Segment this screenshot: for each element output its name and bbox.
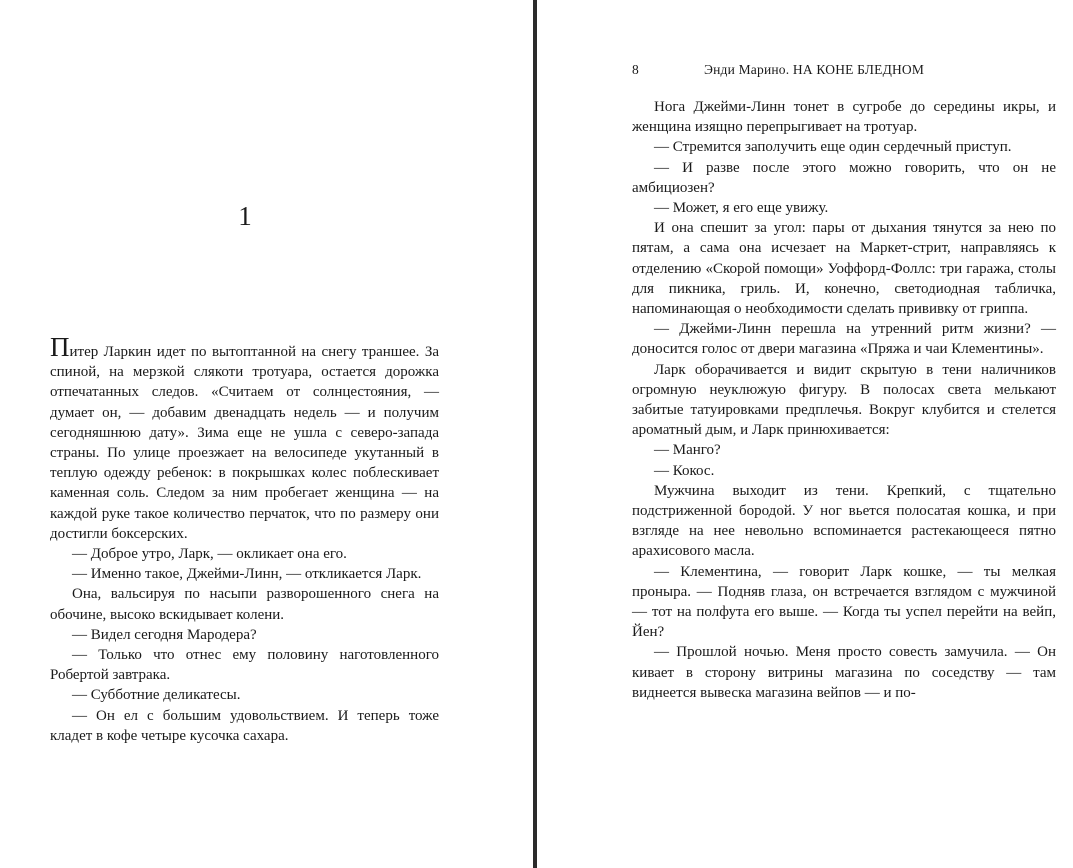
- first-paragraph-text: итер Ларкин идет по вытоптанной на снегу траншее. За спиной, на мерзкой слякоти тротуара, остается дорожка отпечатанных следов. «Считаем от солнцестояния, — думает он, — добавим двенадцать недель — и получим сегодняшнюю дату». Зима еще не ушла с северо-запада страны. По улице проезжает на велосипеде укутанный в теплую одежду ребенок: в покрышках колес поблескивает каменная соль. Следом за ним пробегает женщина — на каждой руке такое количество перчаток, что по размеру они достигли боксерских.: [50, 344, 439, 542]
- paragraph: — Именно такое, Джейми-Линн, — откликается Ларк.: [72, 566, 422, 583]
- paragraph: — Доброе утро, Ларк, — окликает она его.: [72, 546, 347, 563]
- paragraph: Мужчина выходит из тени. Крепкий, с тщательно подстриженной бородой. У ног вьется полосатая кошка, и при взгляде на нее невольно вспоминается растекающееся пятно арахисового масла.: [632, 482, 1056, 560]
- chapter-number: 1: [238, 201, 252, 231]
- paragraph: — Манго?: [654, 442, 721, 459]
- paragraph: — Прошлой ночью. Меня просто совесть замучила. — Он кивает в сторону витрины магазина по соседству — там виднеется вывеска магазина вейпов — и по-: [632, 644, 1056, 701]
- left-page: [0, 0, 533, 868]
- paragraph: Она, вальсируя по насыпи разворошенного снега на обочине, высоко вскидывает колени.: [50, 586, 439, 623]
- paragraph: — Стремится заполучить еще один сердечный приступ.: [654, 139, 1012, 156]
- paragraph: — И разве после этого можно говорить, что он не амбициозен?: [632, 159, 1056, 196]
- paragraph: — Субботние деликатесы.: [72, 687, 241, 704]
- drop-cap: П: [50, 332, 70, 362]
- paragraph: — Он ел с большим удовольствием. И теперь тоже кладет в кофе четыре кусочка сахара.: [50, 707, 439, 744]
- right-page-text: [632, 97, 1056, 703]
- paragraph: — Только что отнес ему половину наготовленного Робертой завтрака.: [50, 647, 439, 684]
- paragraph: — Джейми-Линн перешла на утренний ритм жизни? — доносится голос от двери магазина «Пряжа и чаи Клементины».: [632, 321, 1056, 358]
- right-page: [537, 0, 1073, 868]
- first-paragraph: [50, 332, 439, 544]
- paragraph: — Видел сегодня Мародера?: [72, 626, 257, 643]
- paragraph: — Клементина, — говорит Ларк кошке, — ты мелкая проныра. — Подняв глаза, он встречается взглядом с мужчиной — тот на полфута его выше. — Когда ты успел перейти на вейп, Йен?: [632, 563, 1056, 641]
- book-title: Энди Марино. НА КОНЕ БЛЕДНОМ: [704, 62, 925, 77]
- paragraph: Нога Джейми-Линн тонет в сугробе до середины икры, и женщина изящно перепрыгивает на тротуар.: [632, 99, 1056, 136]
- paragraph: И она спешит за угол: пары от дыхания тянутся за нею по пятам, а сама она исчезает на Маркет-стрит, направляясь к отделению «Скорой помощи» Уоффорд-Фоллс: три гаража, столы для пикника, гриль. И, конечно, светодиодная табличка, напоминающая о необходимости сделать прививку от гриппа.: [632, 220, 1056, 318]
- page-number: 8: [632, 62, 639, 77]
- paragraph: Ларк оборачивается и видит скрытую в тени наличников огромную неуклюжую фигуру. В полосах света мелькают забитые татуировками предплечья. Вокруг клубится и стелется ароматный дым, и Ларк принюхивается:: [632, 361, 1056, 439]
- paragraph: — Кокос.: [654, 462, 715, 479]
- left-page-text: [50, 332, 439, 746]
- paragraph: — Может, я его еще увижу.: [654, 200, 829, 217]
